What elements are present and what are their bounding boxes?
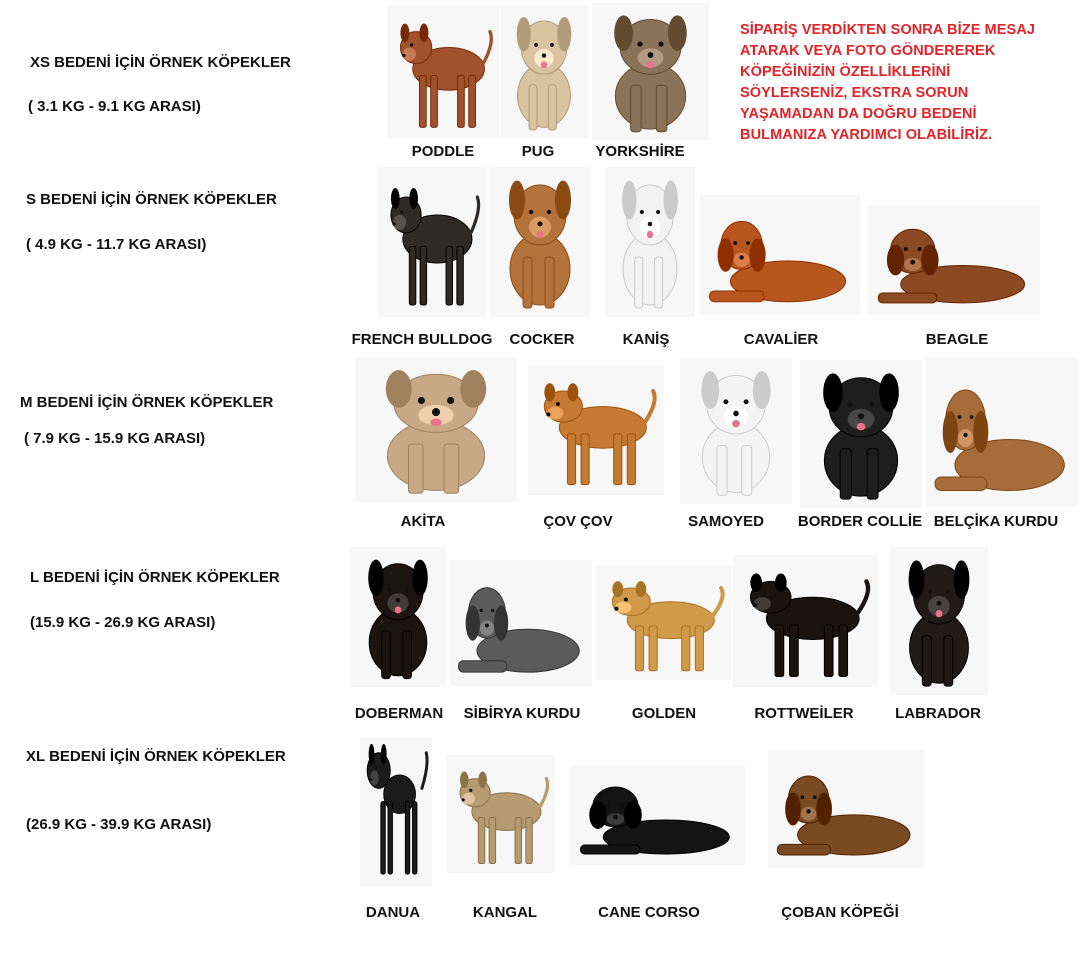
size-range-m: ( 7.9 KG - 15.9 KG ARASI) bbox=[24, 430, 206, 447]
dog-name-label: KANİŞ bbox=[622, 331, 670, 348]
poodle-photo bbox=[387, 5, 499, 138]
border-collie-photo bbox=[800, 360, 922, 508]
dog-name-label: COCKER bbox=[509, 331, 575, 348]
size-title-xl: XL BEDENİ İÇİN ÖRNEK KÖPEKLER bbox=[26, 748, 286, 765]
kanis-photo bbox=[605, 167, 695, 317]
pug-photo bbox=[500, 5, 588, 138]
kangal-photo bbox=[447, 755, 555, 873]
dog-name-label: CANE CORSO bbox=[598, 904, 700, 921]
size-range-xl: (26.9 KG - 39.9 KG ARASI) bbox=[26, 816, 212, 833]
akita-photo bbox=[355, 357, 517, 502]
chow-chow-photo bbox=[528, 365, 664, 495]
yorkshire-photo bbox=[592, 3, 709, 140]
dog-name-label: DANUA bbox=[365, 904, 421, 921]
rottweiler-photo bbox=[733, 555, 878, 687]
dog-name-label: BEAGLE bbox=[925, 331, 989, 348]
german-shepherd-photo bbox=[768, 750, 924, 868]
sizing-help-notice: SİPARİŞ VERDİKTEN SONRA BİZE MESAJ ATARAK VEYA FOTO GÖNDEREREK KÖPEĞİNİZİN ÖZELLİKLERİNİ SÖYLERSENİZ, EKSTRA SORUN YAŞAMADAN DA DOĞRU BEDENİ BULMANIZA YARDIMCI OLABİLİRİZ. bbox=[740, 22, 1036, 143]
dog-name-label: PUG bbox=[521, 143, 555, 160]
size-title-s: S BEDENİ İÇİN ÖRNEK KÖPEKLER bbox=[26, 191, 277, 208]
dog-name-label: BELÇİKA KURDU bbox=[933, 513, 1059, 530]
cavalier-photo bbox=[700, 195, 860, 315]
size-range-s: ( 4.9 KG - 11.7 KG ARASI) bbox=[26, 236, 207, 253]
dog-name-label: DOBERMAN bbox=[354, 705, 444, 722]
size-range-xs: ( 3.1 KG - 9.1 KG ARASI) bbox=[28, 98, 201, 115]
dog-name-label: KANGAL bbox=[472, 904, 538, 921]
beagle-photo bbox=[868, 205, 1040, 315]
cocker-photo bbox=[490, 167, 590, 317]
dog-name-label: PODDLE bbox=[411, 143, 475, 160]
size-range-l: (15.9 KG - 26.9 KG ARASI) bbox=[30, 614, 216, 631]
size-title-xs: XS BEDENİ İÇİN ÖRNEK KÖPEKLER bbox=[30, 54, 291, 71]
great-dane-photo bbox=[360, 738, 432, 886]
labrador-photo bbox=[890, 547, 988, 695]
dog-name-label: AKİTA bbox=[400, 513, 446, 530]
samoyed-photo bbox=[680, 358, 792, 504]
doberman-photo bbox=[350, 547, 446, 687]
golden-photo bbox=[596, 565, 732, 680]
belgian-malinois-photo bbox=[926, 357, 1078, 507]
dog-name-label: YORKSHİRE bbox=[595, 143, 685, 160]
dog-name-label: LABRADOR bbox=[895, 705, 981, 722]
size-title-m: M BEDENİ İÇİN ÖRNEK KÖPEKLER bbox=[20, 394, 274, 411]
dog-name-label: FRENCH BULLDOG bbox=[351, 331, 493, 348]
french-bulldog-photo bbox=[378, 167, 486, 317]
cane-corso-photo bbox=[570, 765, 745, 865]
dog-name-label: ROTTWEİLER bbox=[754, 705, 854, 722]
dog-name-label: SİBİRYA KURDU bbox=[463, 705, 581, 722]
dog-name-label: GOLDEN bbox=[631, 705, 697, 722]
dog-name-label: CAVALİER bbox=[743, 331, 819, 348]
husky-photo bbox=[450, 560, 592, 686]
dog-name-label: ÇOBAN KÖPEĞİ bbox=[781, 904, 899, 921]
size-title-l: L BEDENİ İÇİN ÖRNEK KÖPEKLER bbox=[30, 569, 280, 586]
dog-name-label: ÇOV ÇOV bbox=[543, 513, 613, 530]
dog-name-label: SAMOYED bbox=[688, 513, 764, 530]
dog-name-label: BORDER COLLİE bbox=[797, 513, 923, 530]
